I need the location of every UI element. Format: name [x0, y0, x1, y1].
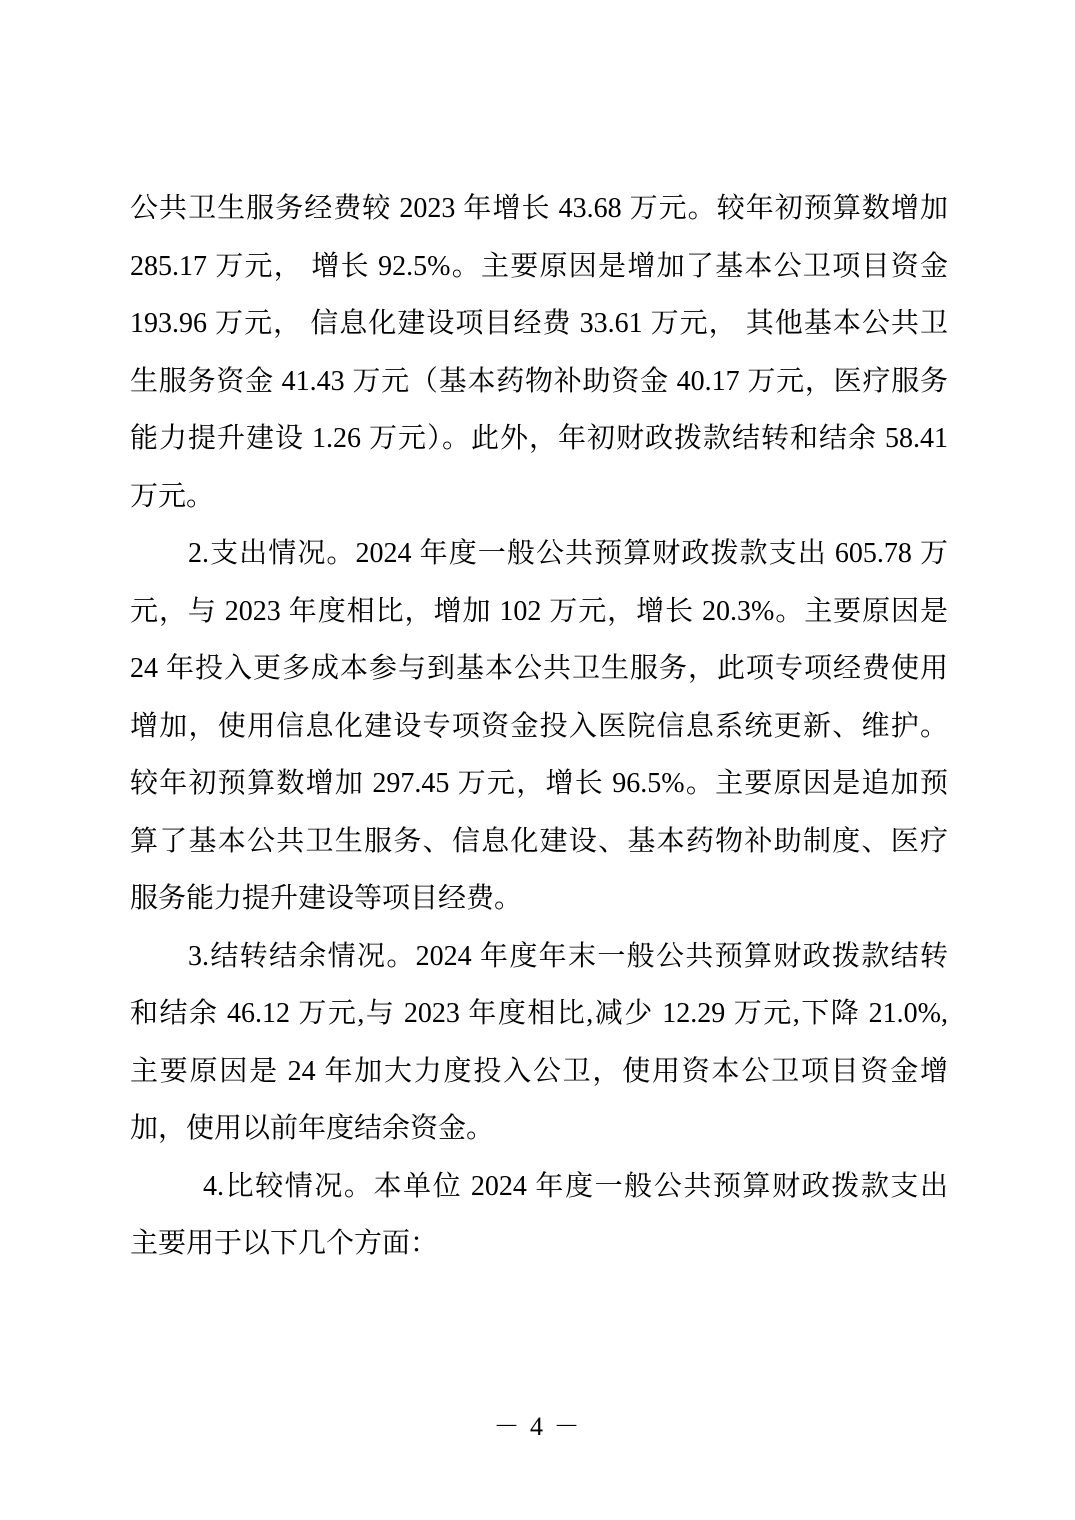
text-line: 服务能力提升建设等项目经费。	[130, 883, 523, 914]
text-line: 3.结转结余情况。2024 年度年末一般公共预算财政拨款结转	[188, 940, 948, 972]
text-line: 285.17 万元， 增长 92.5%。主要原因是增加了基本公卫项目资金	[130, 250, 948, 282]
text-line: 2.支出情况。2024 年度一般公共预算财政拨款支出 605.78 万	[188, 538, 948, 569]
text-line: 4.比较情况。本单位 2024 年度一般公共预算财政拨款支出	[203, 1170, 948, 1202]
text-line: 主要用于以下几个方面：	[130, 1228, 439, 1259]
text-line: 193.96 万元， 信息化建设项目经费 33.61 万元， 其他基本公共卫	[130, 308, 948, 339]
text-line: 增加，使用信息化建设专项资金投入医院信息系统更新、维护。	[130, 710, 948, 742]
text-line: 生服务资金 41.43 万元（基本药物补助资金 40.17 万元，医疗服务	[130, 365, 948, 397]
text-line: 加，使用以前年度结余资金。	[130, 1113, 495, 1144]
text-line: 能力提升建设 1.26 万元）。此外，年初财政拨款结转和结余 58.41	[130, 423, 948, 454]
paragraph	[130, 180, 948, 525]
page-number: － 4 －	[493, 1412, 582, 1441]
text-line: 较年初预算数增加 297.45 万元，增长 96.5%。主要原因是追加预	[130, 768, 948, 799]
text-line: 万元。	[130, 480, 215, 512]
text-line: 元，与 2023 年度相比，增加 102 万元，增长 20.3%。主要原因是	[130, 595, 948, 627]
text-line: 和结余 46.12 万元,与 2023 年度相比,减少 12.29 万元,下降 21.0%,	[130, 998, 948, 1029]
text-line: 主要原因是 24 年加大力度投入公卫，使用资本公卫项目资金增	[130, 1055, 948, 1087]
paragraph	[130, 928, 948, 1158]
text-line: 算了基本公共卫生服务、信息化建设、基本药物补助制度、医疗	[130, 825, 948, 857]
paragraph	[130, 525, 948, 928]
document-body	[130, 180, 948, 1273]
paragraph	[130, 1158, 948, 1273]
text-line: 公共卫生服务经费较 2023 年增长 43.68 万元。较年初预算数增加	[130, 193, 948, 224]
text-line: 24 年投入更多成本参与到基本公共卫生服务，此项专项经费使用	[130, 653, 948, 684]
